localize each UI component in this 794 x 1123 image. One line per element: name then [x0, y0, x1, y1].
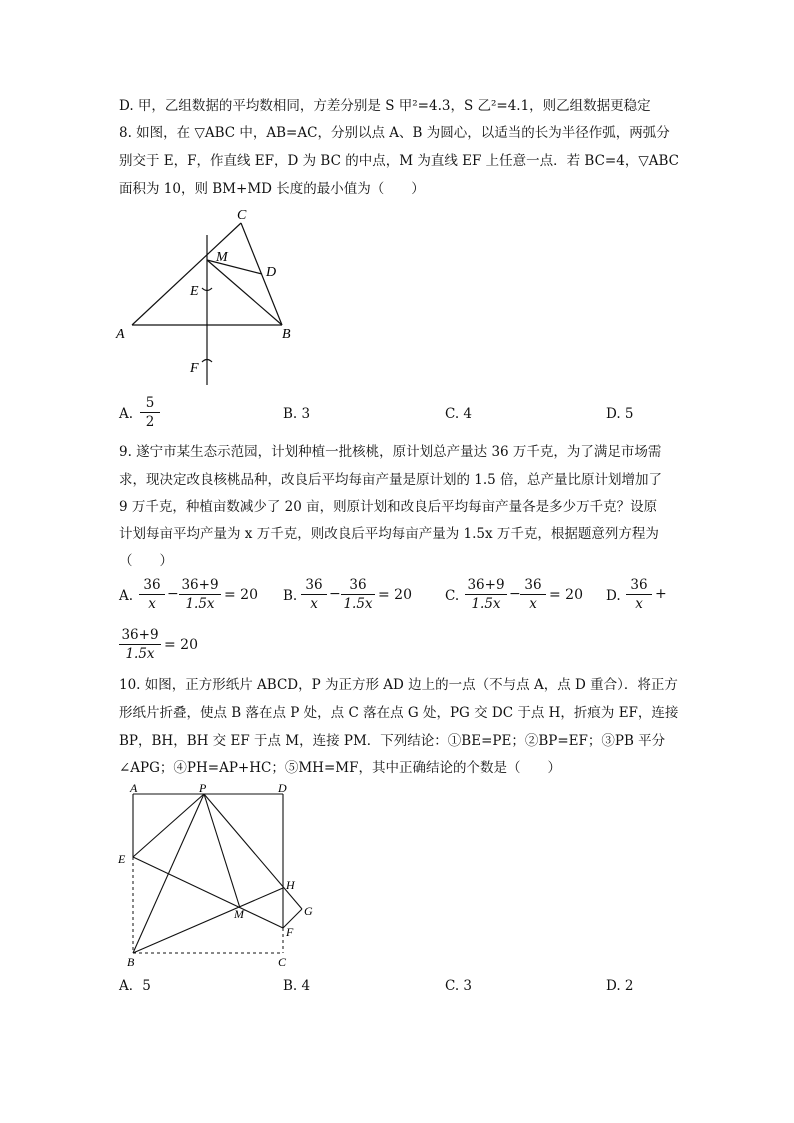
- q10-option-d: D. 2: [606, 978, 634, 994]
- q9-stem-line5: （ ）: [119, 553, 173, 569]
- label-b: B: [282, 327, 291, 342]
- q10-option-c: C. 3: [445, 978, 473, 994]
- q8-option-c: C. 4: [445, 406, 473, 422]
- q9-stem-line2: 求，现决定改良核桃品种，改良后平均每亩产量是原计划的 1.5 倍，总产量比原计划增加了: [119, 472, 663, 488]
- q9-option-a-label: A.: [119, 588, 134, 604]
- denominator: x: [148, 596, 156, 612]
- equals-20: = 20: [549, 587, 583, 603]
- q9-a-frac2: [179, 576, 221, 613]
- label-m: M: [216, 250, 228, 265]
- q9-c-frac2: [520, 576, 546, 613]
- numerator: 36+9: [465, 576, 507, 595]
- q9-a-frac1: [139, 576, 165, 613]
- q8-triangle-figure: [110, 200, 310, 390]
- label-g: G: [304, 904, 313, 918]
- plus-sign: +: [655, 586, 667, 602]
- equals-20: = 20: [378, 587, 412, 603]
- q10-square-figure: [110, 778, 330, 973]
- q8-stem-line3: 面积为 10，则 BM+MD 长度的最小值为（ ）: [119, 181, 425, 197]
- label-e: E: [118, 852, 126, 866]
- numerator: 36+9: [119, 626, 161, 645]
- minus-sign: −: [509, 586, 521, 602]
- segment-bp: [133, 794, 204, 953]
- numerator: 36: [139, 576, 165, 595]
- label-a: A: [130, 781, 138, 795]
- q9-stem-line1: 9. 遂宁市某生态示范园，计划种植一批核桃，原计划总产量达 36 万千克，为了满足市场需: [119, 444, 662, 460]
- q8-option-a-fraction: [140, 394, 160, 431]
- segment-pm: [204, 794, 240, 908]
- denominator: 1.5x: [343, 596, 373, 612]
- numerator: 36: [626, 576, 652, 595]
- fraction-denominator: 2: [145, 414, 155, 430]
- numerator: 36: [520, 576, 546, 595]
- label-c: C: [237, 208, 247, 223]
- q10-option-a: A．5: [119, 978, 151, 994]
- q9-option-c-label: C.: [445, 588, 460, 604]
- denominator: 1.5x: [185, 596, 215, 612]
- q8-option-a-label: A.: [119, 406, 134, 422]
- denominator: 1.5x: [125, 646, 155, 662]
- label-d: D: [278, 781, 287, 795]
- q9-c-frac1: [465, 576, 507, 613]
- minus-sign: −: [167, 586, 179, 602]
- q10-option-b: B. 4: [283, 978, 311, 994]
- q8-option-b: B. 3: [283, 406, 311, 422]
- q7-option-d: D. 甲，乙组数据的平均数相同，方差分别是 S 甲²=4.3，S 乙²=4.1，则乙组数据更稳定: [119, 98, 651, 114]
- q9-d-frac1: [626, 576, 652, 613]
- q10-stem-line4: ∠APG；④PH=AP+HC；⑤MH=MF，其中正确结论的个数是（ ）: [119, 760, 561, 776]
- numerator: 36+9: [179, 576, 221, 595]
- label-a: A: [116, 327, 125, 342]
- segment-ac: [132, 223, 241, 325]
- q8-stem-line2: 别交于 E，F，作直线 EF，D 为 BC 的中点，M 为直线 EF 上任意一点．若 BC=4，▽ABC: [119, 153, 679, 169]
- q9-b-frac2: [341, 576, 375, 613]
- denominator: x: [310, 596, 318, 612]
- q10-stem-line3: BP，BH，BH 交 EF 于点 M，连接 PM．下列结论：①BE=PE；②BP=EF；③PB 平分: [119, 733, 666, 749]
- minus-sign: −: [329, 586, 341, 602]
- fraction-numerator: 5: [140, 394, 160, 413]
- q9-d-frac2: [119, 626, 161, 663]
- segment-ep: [133, 794, 204, 857]
- denominator: x: [529, 596, 537, 612]
- label-f: F: [190, 361, 199, 376]
- q8-stem-line1: 8. 如图，在 ▽ABC 中，AB=AC，分别以点 A、B 为圆心，以适当的长为半径作弧，两弧分: [119, 125, 670, 141]
- equals-20: = 20: [224, 587, 258, 603]
- label-e: E: [190, 284, 199, 299]
- q10-stem-line1: 10. 如图，正方形纸片 ABCD，P 为正方形 AD 边上的一点（不与点 A，点 D 重合）．将正方: [119, 677, 678, 693]
- q9-option-d-label: D.: [606, 588, 621, 604]
- equals-20: = 20: [164, 637, 198, 653]
- label-m: M: [234, 907, 244, 921]
- q9-b-frac1: [301, 576, 327, 613]
- denominator: x: [635, 596, 643, 612]
- numerator: 36: [341, 576, 375, 595]
- q10-stem-line2: 形纸片折叠，使点 B 落在点 P 处，点 C 落在点 G 处，PG 交 DC 于点 H，折痕为 EF，连接: [119, 705, 679, 721]
- label-d: D: [266, 265, 277, 280]
- numerator: 36: [301, 576, 327, 595]
- label-f: F: [286, 925, 294, 939]
- q9-option-b-label: B.: [283, 588, 298, 604]
- label-c: C: [278, 955, 287, 969]
- q9-stem-line3: 9 万千克，种植亩数减少了 20 亩，则原计划和改良后平均每亩产量各是多少万千克？设原: [119, 499, 658, 515]
- label-p: P: [199, 781, 207, 795]
- crease-ef: [133, 857, 283, 928]
- q8-option-d: D. 5: [606, 406, 634, 422]
- q9-stem-line4: 计划每亩平均产量为 x 万千克，则改良后平均每亩产量为 1.5x 万千克，根据题意列方程为: [119, 526, 659, 542]
- segment-bh: [133, 888, 283, 953]
- label-b: B: [127, 955, 135, 969]
- label-h: H: [286, 878, 295, 892]
- denominator: 1.5x: [471, 596, 501, 612]
